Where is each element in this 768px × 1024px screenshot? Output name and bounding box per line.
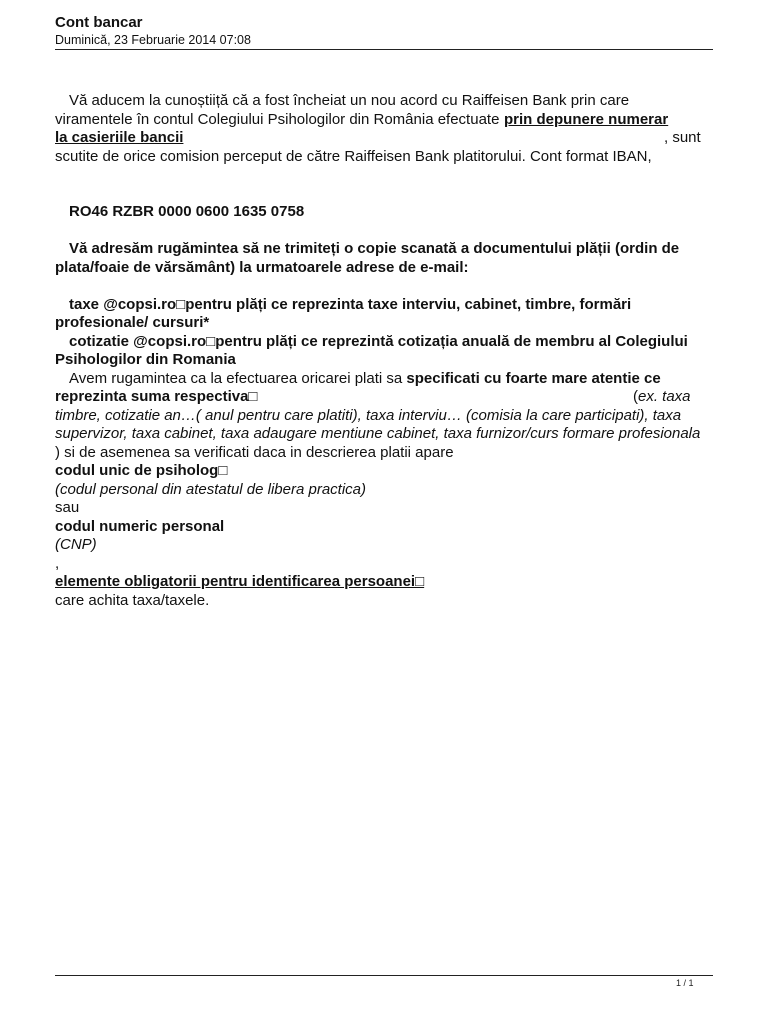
- email-cotizatie: cotizatie @copsi.ro□pentru plăți ce reprezintă cotizația anuală de membru al Colegiului Psihologilor din Romania: [55, 332, 688, 368]
- intro-line-1: Vă aducem la cunoștiiță că a fost încheiat un nou acord cu Raiffeisen Bank prin care: [69, 92, 630, 109]
- verify-line: ) si de asemenea sa verificati daca in descrierea platii apare: [55, 443, 454, 461]
- intro-line-3: la casieriile bancii , sunt: [55, 129, 701, 146]
- deposit-emphasis: prin depunere numerar: [504, 110, 669, 128]
- article-body: [55, 92, 715, 610]
- examples-list: timbre, cotizatie an…( anul pentru care platiti), taxa interviu… (comisia la care participati), taxa supervizor, taxa cabinet, taxa adaugare mentiune cabinet, taxa furnizor/curs formare profesionala: [55, 406, 701, 442]
- cnp-label: codul numeric personal: [55, 517, 225, 535]
- footer-divider: [55, 975, 713, 976]
- intro-line-2: viramentele în contul Colegiului Psihologilor din România efectuate prin depunere numerar: [55, 110, 669, 128]
- request-paragraph: Vă adresăm rugămintea să ne trimiteți o copie scanată a documentului plății (ordin de plata/foaie de vărsământ) la urmatoarele adrese de e-mail:: [55, 240, 680, 276]
- deposit-emphasis-cont: la casieriile bancii: [55, 129, 184, 146]
- iban-code: RO46 RZBR 0000 0600 1635 0758: [69, 203, 305, 220]
- closing-line: care achita taxa/taxele.: [55, 591, 210, 609]
- psychologist-code-label: codul unic de psiholog□: [55, 462, 228, 479]
- comma-line: ,: [55, 554, 60, 572]
- psychologist-code-note: (codul personal din atestatul de libera practica): [55, 480, 367, 498]
- page-number: 1 / 1: [676, 978, 694, 988]
- cnp-note: (CNP): [55, 536, 97, 553]
- or-text: sau: [55, 499, 80, 516]
- mandatory-elements: elemente obligatorii pentru identificarea persoanei□: [55, 573, 425, 590]
- email-taxe: taxe @copsi.ro□pentru plăți ce reprezinta taxe interviu, cabinet, timbre, formări profesionale/ cursuri*: [55, 295, 632, 331]
- specify-paragraph: Avem rugamintea ca la efectuarea oricarei plati sa specificati cu foarte mare atentie ce: [69, 369, 661, 387]
- header-divider: [55, 49, 713, 50]
- page-title: Cont bancar: [55, 14, 143, 31]
- publish-date: Duminică, 23 Februarie 2014 07:08: [55, 33, 251, 47]
- intro-line-4: scutite de orice comision perceput de către Raiffeisen Bank platitorului. Cont format IBAN,: [55, 147, 652, 165]
- page-header: [55, 14, 713, 48]
- specify-line-2: reprezinta suma respectiva□ (ex. taxa: [55, 388, 691, 405]
